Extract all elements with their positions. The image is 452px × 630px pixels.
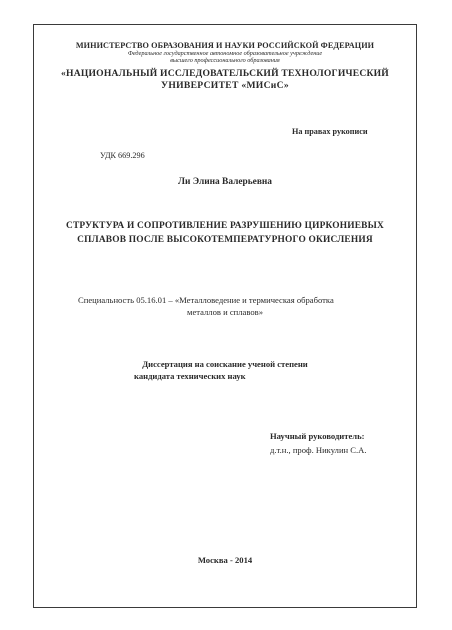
author-name: Ли Элина Валерьевна [178,177,272,187]
city-year: Москва - 2014 [197,555,253,565]
institution-line-2: высшего профессионального образования [170,57,280,64]
advisor-name: д.т.н., проф. Никулин С.А. [270,445,367,455]
advisor-label: Научный руководитель: [270,431,365,441]
dissertation-degree-line-1: Диссертация на соискание ученой степени [142,359,308,369]
thesis-title-line-2: СПЛАВОВ ПОСЛЕ ВЫСОКОТЕМПЕРАТУРНОГО ОКИСЛЕНИЯ [77,235,373,245]
university-name-line-1: «НАЦИОНАЛЬНЫЙ ИССЛЕДОВАТЕЛЬСКИЙ ТЕХНОЛОГИЧЕСКИЙ [61,68,389,79]
udk-code: УДК 669.296 [100,151,145,160]
university-name-line-2: УНИВЕРСИТЕТ «МИСиС» [161,80,289,91]
specialty-line-2: металлов и сплавов» [187,307,263,317]
dissertation-degree-line-2: кандидата технических наук [134,371,246,381]
specialty-line-1: Специальность 05.16.01 – «Металловедение и термическая обработка [78,295,334,305]
manuscript-rights-note: На правах рукописи [292,127,368,136]
ministry-line: МИНИСТЕРСТВО ОБРАЗОВАНИЯ И НАУКИ РОССИЙСКОЙ ФЕДЕРАЦИИ [75,41,375,50]
title-page [33,24,417,608]
thesis-title-line-1: СТРУКТУРА И СОПРОТИВЛЕНИЕ РАЗРУШЕНИЮ ЦИРКОНИЕВЫХ [65,221,385,231]
institution-line-1: Федеральное государственное автономное образовательное учреждение [127,50,323,57]
